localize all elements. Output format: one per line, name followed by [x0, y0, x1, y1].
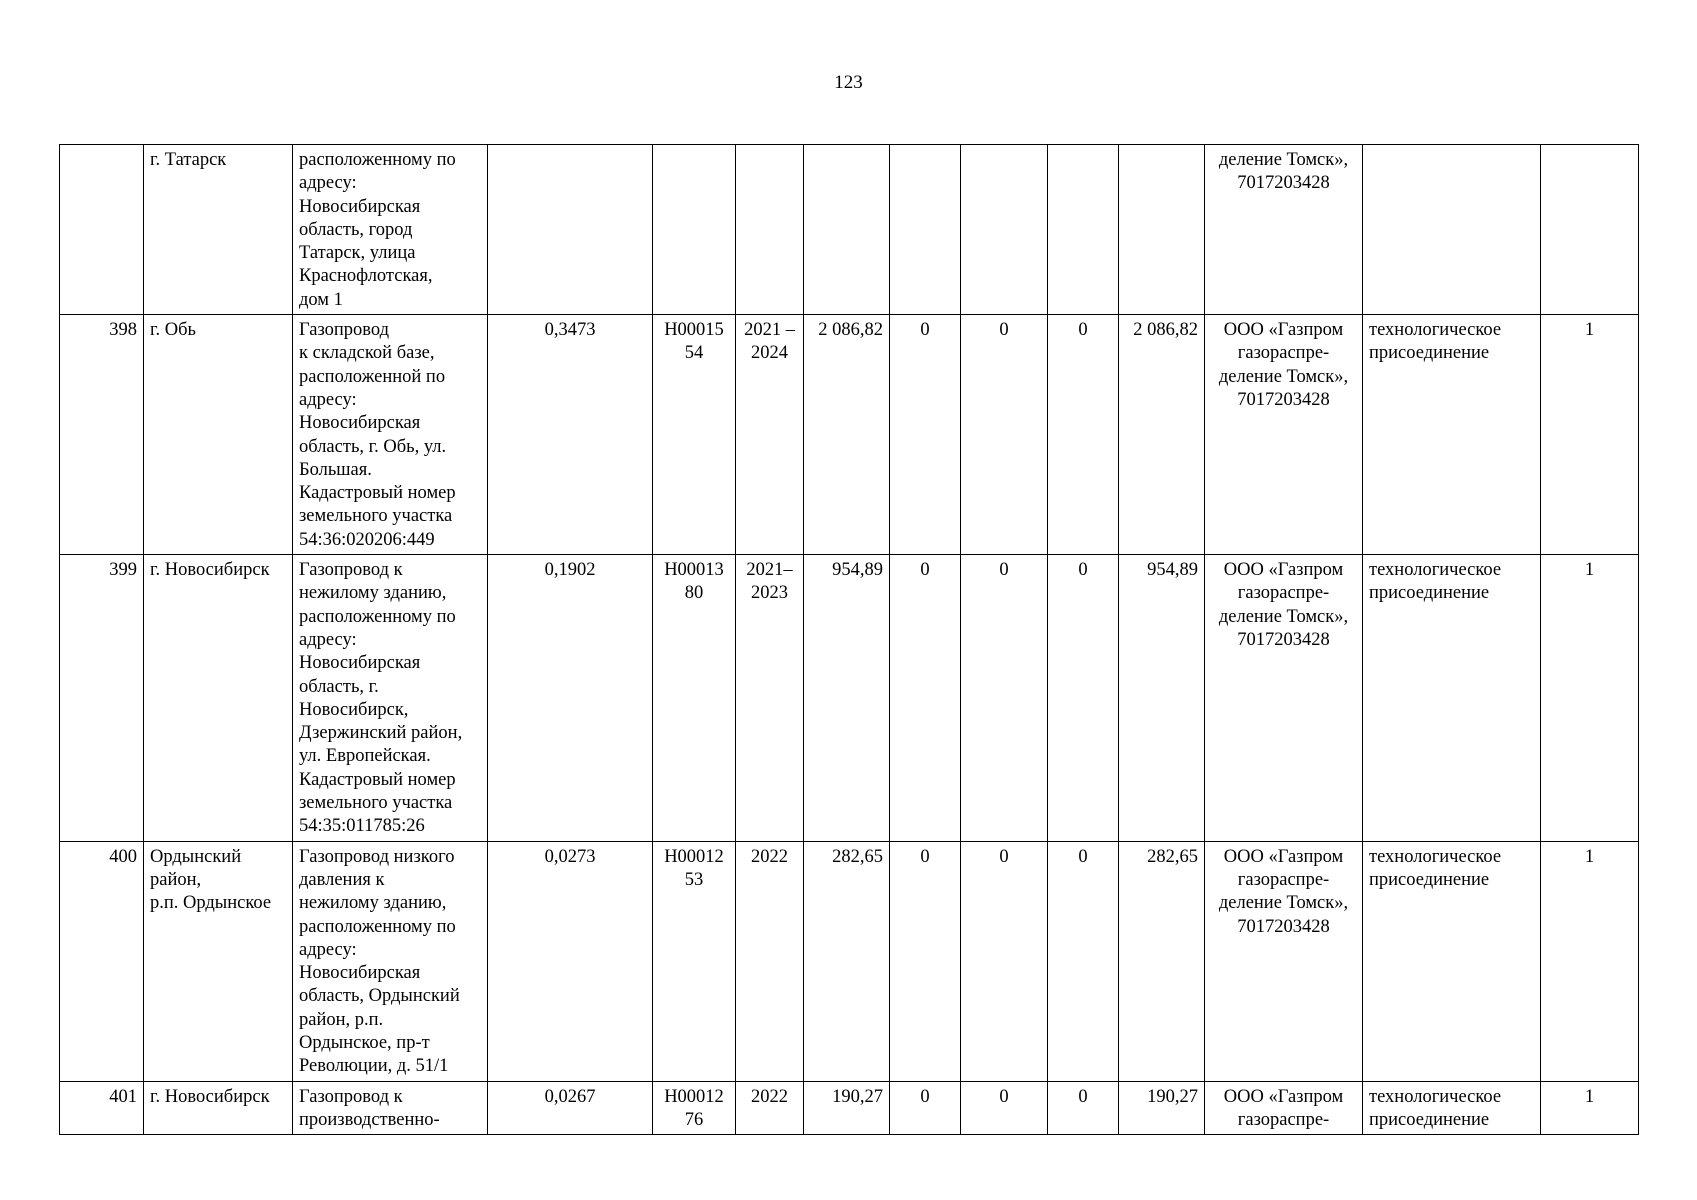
organization-cell: ООО «Газпром газораспре- [1205, 1081, 1363, 1135]
row-number: 401 [60, 1081, 144, 1135]
value-cell: 0 [890, 555, 961, 842]
years-cell: 2022 [736, 1081, 804, 1135]
project-code-cell: Н00015 54 [653, 315, 736, 555]
table-row [60, 841, 1639, 1081]
object-description-cell: Газопровод к складской базе, расположенной по адресу: Новосибирская область, г. Обь, ул. Большая. Кадастровый номер земельного участка 54:36:020206:449 [293, 315, 488, 555]
value-cell: 0 [961, 555, 1048, 842]
value-cell: 0 [890, 841, 961, 1081]
organization-cell: ООО «Газпром газораспре- деление Томск», 7017203428 [1205, 841, 1363, 1081]
total-cost-cell: 282,65 [804, 841, 890, 1081]
project-code-cell: Н00012 53 [653, 841, 736, 1081]
length-cell: 0,1902 [488, 555, 653, 842]
investment-program-table [59, 144, 1639, 1135]
project-code-cell [653, 145, 736, 315]
project-code-cell: Н00013 80 [653, 555, 736, 842]
quantity-cell [1541, 145, 1639, 315]
organization-cell: деление Томск», 7017203428 [1205, 145, 1363, 315]
object-description-cell: расположенному по адресу: Новосибирская область, город Татарск, улица Краснофлотская, дом 1 [293, 145, 488, 315]
years-cell: 2021– 2023 [736, 555, 804, 842]
value-cell: 0 [890, 1081, 961, 1135]
organization-cell: ООО «Газпром газораспре- деление Томск», 7017203428 [1205, 555, 1363, 842]
purpose-cell: технологическое присоединение [1363, 555, 1541, 842]
project-code-cell: Н00012 76 [653, 1081, 736, 1135]
value-cell [961, 145, 1048, 315]
value-cell: 0 [1048, 315, 1119, 555]
total-cost-cell: 2 086,82 [804, 315, 890, 555]
row-number: 400 [60, 841, 144, 1081]
value-cell: 282,65 [1119, 841, 1205, 1081]
table-row [60, 145, 1639, 315]
value-cell: 954,89 [1119, 555, 1205, 842]
length-cell: 0,0267 [488, 1081, 653, 1135]
table-row [60, 1081, 1639, 1135]
location-cell: Ордынский район, р.п. Ордынское [144, 841, 293, 1081]
value-cell: 0 [961, 841, 1048, 1081]
years-cell: 2021 – 2024 [736, 315, 804, 555]
value-cell: 190,27 [1119, 1081, 1205, 1135]
location-cell: г. Новосибирск [144, 555, 293, 842]
total-cost-cell: 954,89 [804, 555, 890, 842]
object-description-cell: Газопровод низкого давления к нежилому зданию, расположенному по адресу: Новосибирская область, Ордынский район, р.п. Ордынское, пр-т Революции, д. 51/1 [293, 841, 488, 1081]
value-cell: 2 086,82 [1119, 315, 1205, 555]
page-number: 123 [834, 72, 863, 93]
value-cell: 0 [961, 315, 1048, 555]
value-cell: 0 [1048, 841, 1119, 1081]
purpose-cell: технологическое присоединение [1363, 1081, 1541, 1135]
value-cell: 0 [890, 315, 961, 555]
years-cell: 2022 [736, 841, 804, 1081]
purpose-cell: технологическое присоединение [1363, 315, 1541, 555]
object-description-cell: Газопровод к производственно- [293, 1081, 488, 1135]
location-cell: г. Новосибирск [144, 1081, 293, 1135]
table-row [60, 315, 1639, 555]
length-cell: 0,0273 [488, 841, 653, 1081]
location-cell: г. Татарск [144, 145, 293, 315]
table-row [60, 555, 1639, 842]
object-description-cell: Газопровод к нежилому зданию, расположенному по адресу: Новосибирская область, г. Новосибирск, Дзержинский район, ул. Европейская. Кадастровый номер земельного участка 54:35:011785:26 [293, 555, 488, 842]
purpose-cell: технологическое присоединение [1363, 841, 1541, 1081]
total-cost-cell: 190,27 [804, 1081, 890, 1135]
value-cell [1119, 145, 1205, 315]
length-cell: 0,3473 [488, 315, 653, 555]
organization-cell: ООО «Газпром газораспре- деление Томск», 7017203428 [1205, 315, 1363, 555]
purpose-cell [1363, 145, 1541, 315]
length-cell [488, 145, 653, 315]
value-cell: 0 [1048, 555, 1119, 842]
quantity-cell: 1 [1541, 1081, 1639, 1135]
quantity-cell: 1 [1541, 841, 1639, 1081]
location-cell: г. Обь [144, 315, 293, 555]
quantity-cell: 1 [1541, 555, 1639, 842]
quantity-cell: 1 [1541, 315, 1639, 555]
row-number [60, 145, 144, 315]
value-cell: 0 [1048, 1081, 1119, 1135]
row-number: 398 [60, 315, 144, 555]
value-cell [1048, 145, 1119, 315]
years-cell [736, 145, 804, 315]
row-number: 399 [60, 555, 144, 842]
total-cost-cell [804, 145, 890, 315]
value-cell: 0 [961, 1081, 1048, 1135]
value-cell [890, 145, 961, 315]
